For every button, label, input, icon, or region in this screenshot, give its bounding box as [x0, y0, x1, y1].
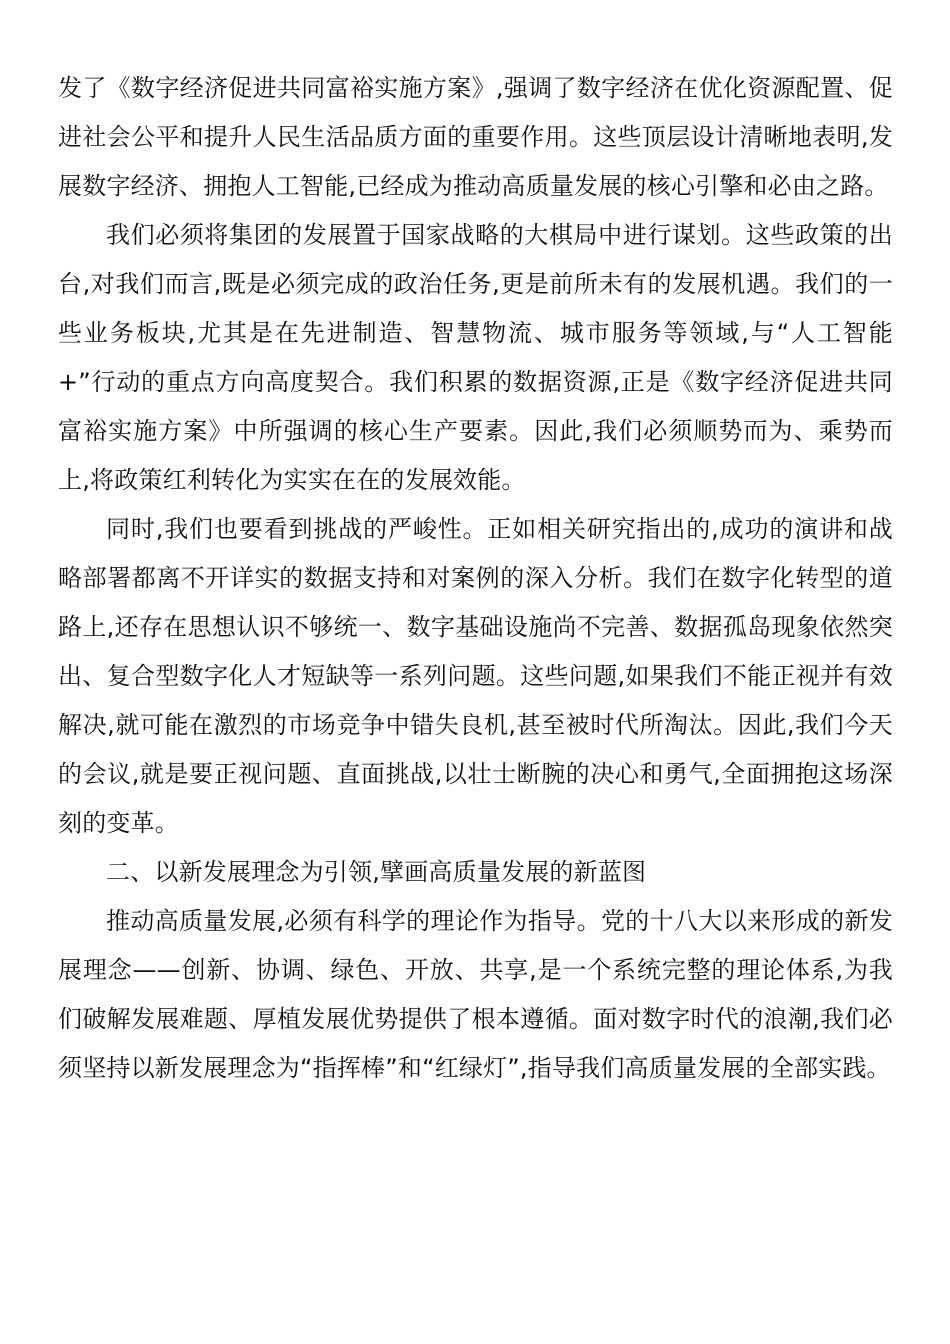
paragraph-challenges: 同时,我们也要看到挑战的严峻性。正如相关研究指出的,成功的演讲和战略部署都离不开详实的数据支持和对案例的深入分析。我们在数字化转型的道路上,还存在思想认识不够统一、数字基础设施尚不完善、数据孤岛现象依然突出、复合型数字化人才短缺等一系列问题。这些问题,如果我们不能正视并有效解决,就可能在激烈的市场竞争中错失良机,甚至被时代所淘汰。因此,我们今天的会议,就是要正视问题、直面挑战,以壮士断腕的决心和勇气,全面拥抱这场深刻的变革。 [58, 515, 893, 837]
paragraph-new-development: 推动高质量发展,必须有科学的理论作为指导。党的十八大以来形成的新发展理念——创新、协调、绿色、开放、共享,是一个系统完整的理论体系,为我们破解发展难题、厚植发展优势提供了根本遵循。面对数字时代的浪潮,我们必须坚持以新发展理念为“指挥棒”和“红绿灯”,指导我们高质量发展的全部实践。 [58, 907, 893, 1082]
paragraph-continuation: 发了《数字经济促进共同富裕实施方案》,强调了数字经济在优化资源配置、促进社会公平和提升人民生活品质方面的重要作用。这些顶层设计清晰地表明,发展数字经济、拥抱人工智能,已经成为推动高质量发展的核心引擎和必由之路。 [58, 74, 893, 200]
section-heading: 二、以新发展理念为引领,擘画高质量发展的新蓝图 [106, 858, 647, 886]
document-body [58, 64, 893, 1093]
paragraph-strategy: 我们必须将集团的发展置于国家战略的大棋局中进行谋划。这些政策的出台,对我们而言,既是必须完成的政治任务,更是前所未有的发展机遇。我们的一些业务板块,尤其是在先进制造、智慧物流、城市服务等领域,与“人工智能+”行动的重点方向高度契合。我们积累的数据资源,正是《数字经济促进共同富裕实施方案》中所强调的核心生产要素。因此,我们必须顺势而为、乘势而上,将政策红利转化为实实在在的发展效能。 [58, 221, 893, 494]
